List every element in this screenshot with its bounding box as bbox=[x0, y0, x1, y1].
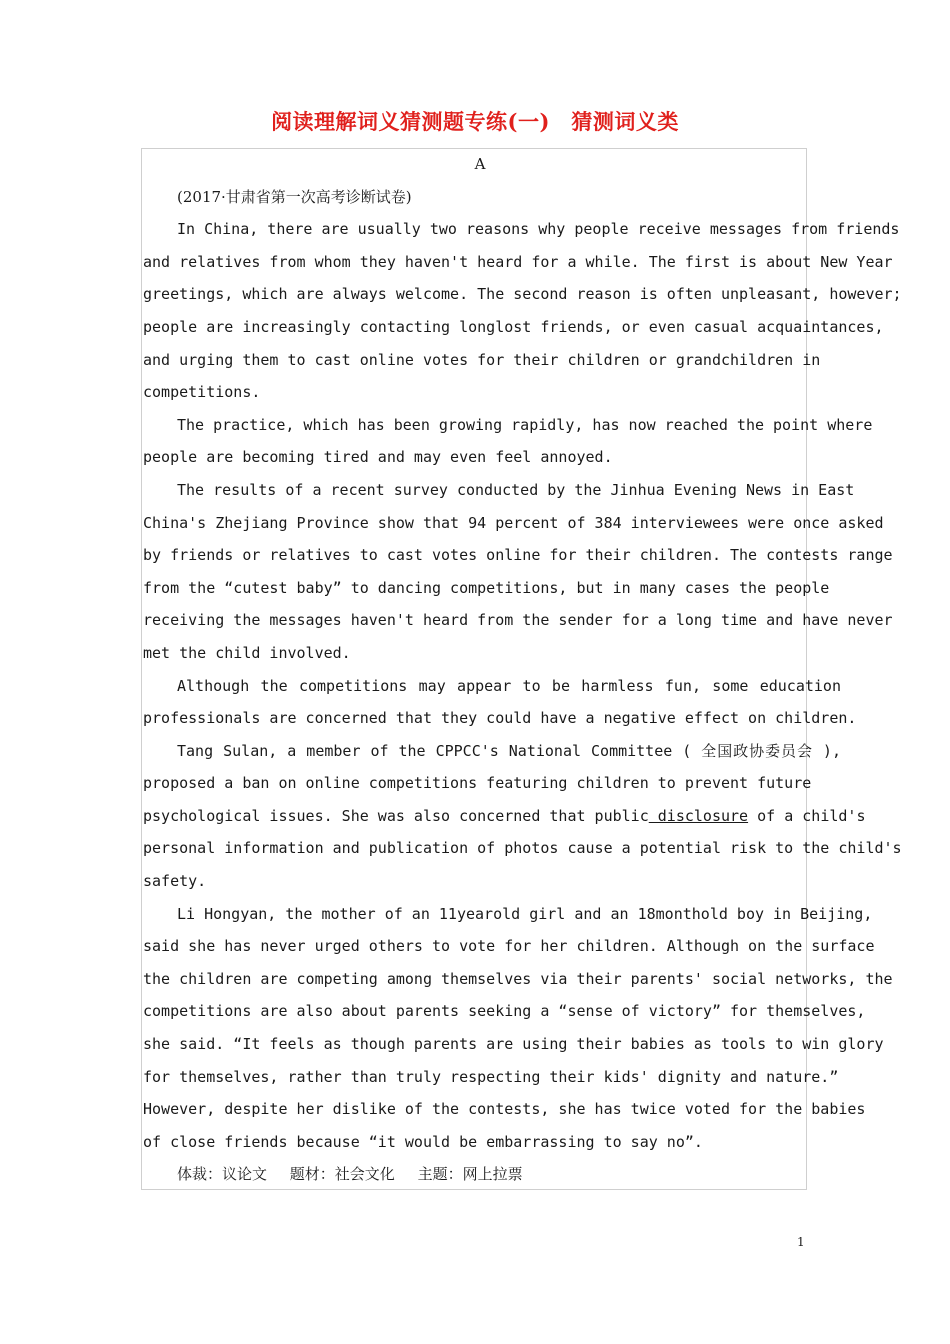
paragraph-line-text: psychological issues. She was also concerned that public bbox=[143, 806, 649, 825]
paragraph-line: The results of a recent survey conducted by the Jinhua Evening News in East bbox=[177, 480, 855, 499]
paragraph-3 bbox=[143, 474, 893, 670]
passage-meta bbox=[143, 1158, 826, 1191]
paragraph-line: professionals are concerned that they could have a negative effect on children. bbox=[143, 709, 857, 728]
paragraph-6 bbox=[143, 898, 893, 1159]
paragraph-line: she said. “It feels as though parents are using their babies as tools to win glory bbox=[143, 1035, 884, 1054]
paragraph-1 bbox=[143, 213, 902, 409]
page-number: 1 bbox=[797, 1235, 805, 1249]
paragraph-line: receiving the messages haven't heard from the sender for a long time and have never bbox=[143, 611, 893, 630]
paragraph-line: safety. bbox=[143, 872, 207, 891]
paragraph-4 bbox=[143, 670, 857, 735]
meta-genre: 体裁：议论文 bbox=[177, 1165, 268, 1184]
paragraph-line: Li Hongyan, the mother of an 11yearold girl and an 18monthold boy in Beijing, bbox=[177, 904, 873, 923]
paragraph-line: proposed a ban on online competitions featuring children to prevent future bbox=[143, 774, 812, 793]
paragraph-line: by friends or relatives to cast votes online for their children. The contests range bbox=[143, 546, 893, 565]
paragraph-5 bbox=[143, 735, 902, 898]
section-label: A bbox=[474, 155, 486, 173]
paragraph-line: China's Zhejiang Province show that 94 percent of 384 interviewees were once asked bbox=[143, 513, 884, 532]
paragraph-line: In China, there are usually two reasons why people receive messages from friends bbox=[177, 220, 900, 239]
target-word-underlined: disclosure bbox=[648, 806, 749, 825]
paragraph-line: people are increasingly contacting longlost friends, or even casual acquaintances, bbox=[143, 317, 884, 336]
paragraph-line: and urging them to cast online votes for their children or grandchildren in bbox=[143, 350, 821, 369]
paragraph-line: personal information and publication of photos cause a potential risk to the child's bbox=[143, 839, 902, 858]
page-title: 阅读理解词义猜测题专练(一) 猜测词义类 bbox=[271, 109, 679, 134]
paragraph-line: from the “cutest baby” to dancing competitions, but in many cases the people bbox=[143, 578, 830, 597]
paragraph-line-text: of a child's bbox=[748, 806, 866, 825]
passage-source: (2017·甘肃省第一次高考诊断试卷) bbox=[177, 187, 412, 206]
paragraph-2 bbox=[143, 409, 873, 474]
paragraph-line: of close friends because “it would be embarrassing to say no”. bbox=[143, 1132, 703, 1151]
paragraph-line: greetings, which are always welcome. The second reason is often unpleasant, however; bbox=[143, 285, 902, 304]
paragraph-line: Tang Sulan, a member of the CPPCC's National Committee ( 全国政协委员会 ), bbox=[177, 741, 841, 760]
paragraph-line: However, despite her dislike of the contests, she has twice voted for the babies bbox=[143, 1100, 866, 1119]
passage-content bbox=[143, 148, 902, 1191]
paragraph-line: The practice, which has been growing rapidly, has now reached the point where bbox=[177, 415, 873, 434]
paragraph-line: for themselves, rather than truly respecting their kids' dignity and nature.” bbox=[143, 1067, 839, 1086]
paragraph-line: and relatives from whom they haven't heard for a while. The first is about New Year bbox=[143, 252, 893, 271]
paragraph-line: competitions are also about parents seeking a “sense of victory” for themselves, bbox=[143, 1002, 866, 1021]
paragraph-line: competitions. bbox=[143, 383, 261, 402]
paragraph-line: people are becoming tired and may even feel annoyed. bbox=[143, 448, 613, 467]
paragraph-line: said she has never urged others to vote for her children. Although on the surface bbox=[143, 937, 875, 956]
meta-theme: 主题：网上拉票 bbox=[417, 1165, 523, 1184]
paragraph-line: the children are competing among themselves via their parents' social networks, the bbox=[143, 969, 893, 988]
paragraph-line: Although the competitions may appear to be harmless fun, some education bbox=[177, 676, 841, 695]
paragraph-line-with-target-word bbox=[143, 800, 866, 833]
meta-topic: 题材：社会文化 bbox=[289, 1165, 395, 1184]
paragraph-line: met the child involved. bbox=[143, 643, 351, 662]
